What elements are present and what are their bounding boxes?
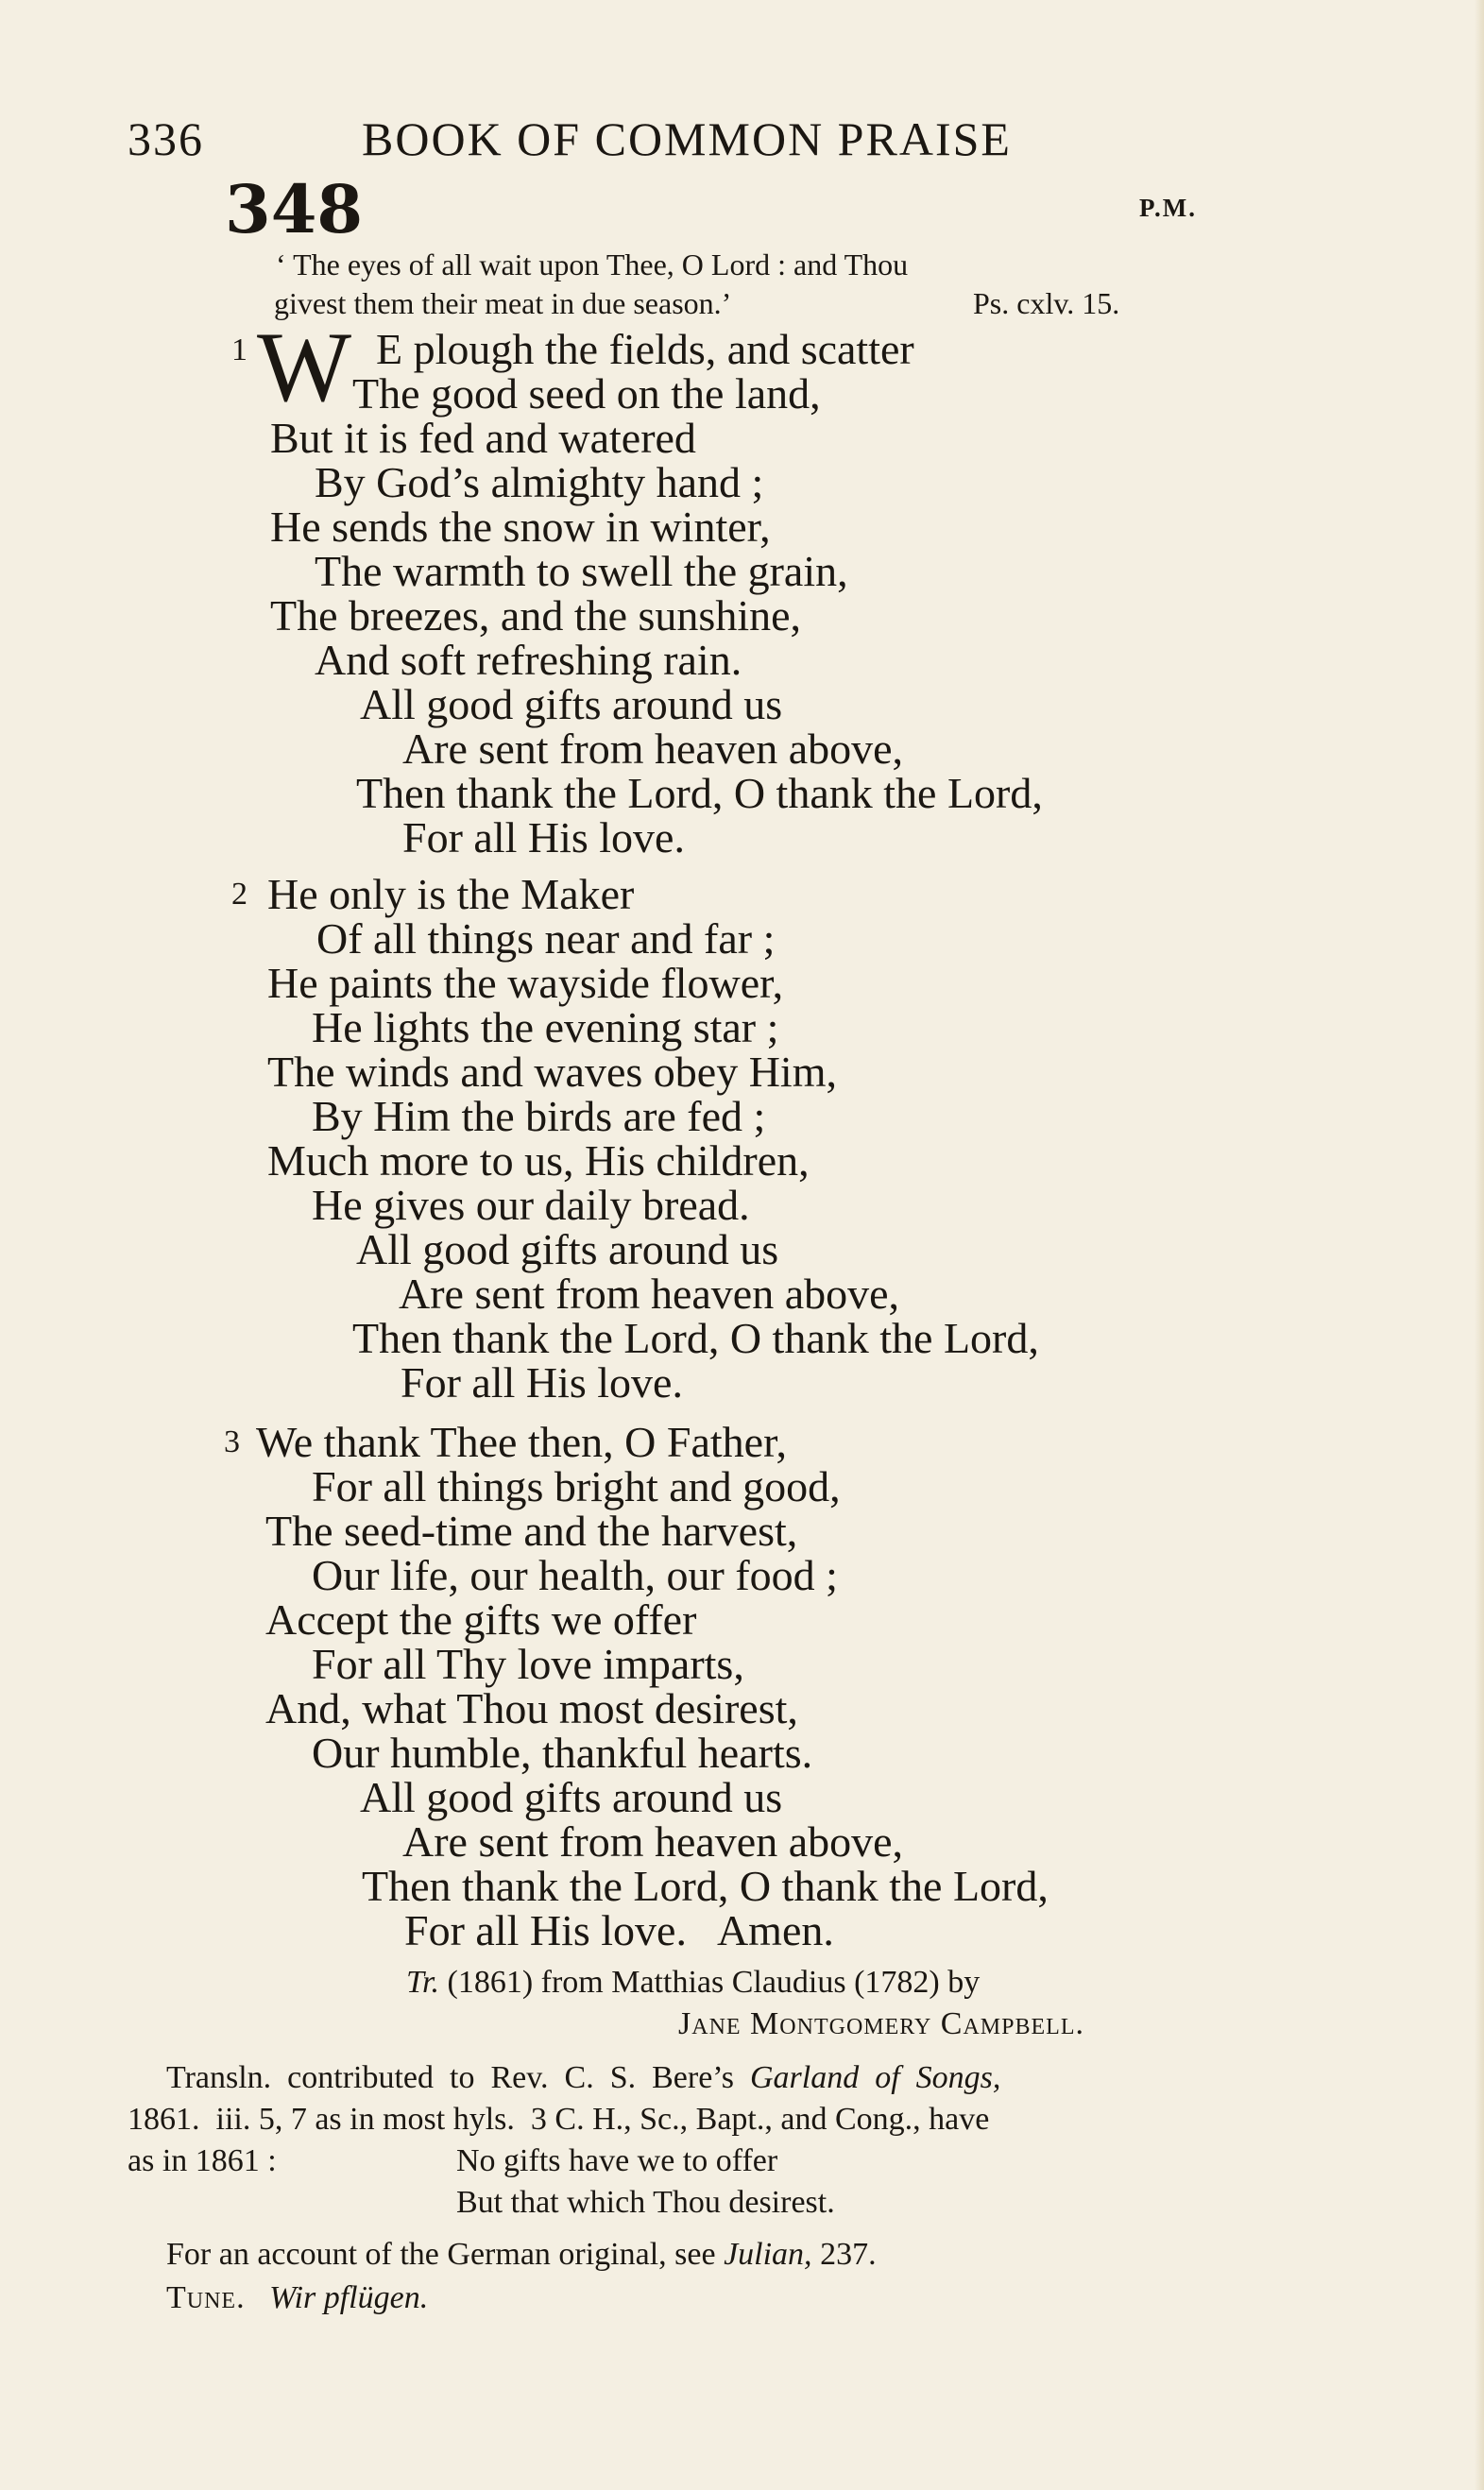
stanza-number: 2 [231, 877, 247, 912]
notes-line: For an account of the German original, see Julian, 237. [166, 2237, 877, 2272]
refrain-line: All good gifts around us [360, 680, 783, 728]
verse-line: Much more to us, His children, [267, 1136, 810, 1185]
attribution-line [406, 1965, 980, 2001]
tune-label: Tune. [166, 2280, 246, 2315]
verse-line: The winds and waves obey Him, [267, 1048, 837, 1096]
refrain-line: Are sent from heaven above, [402, 1817, 904, 1866]
tune-name: Wir pflügen. [269, 2280, 429, 2315]
hymn-meter: P.M. [1139, 194, 1197, 222]
hymn-number: 348 [225, 170, 364, 248]
refrain-line: Then thank the Lord, O thank the Lord, [356, 769, 1043, 817]
verse-line: The seed-time and the harvest, [265, 1507, 798, 1555]
epigraph-line-2: givest them their meat in due season.’ [274, 286, 732, 320]
verse-line: The breezes, and the sunshine, [270, 591, 802, 640]
verse-line: For all Thy love imparts, [312, 1640, 744, 1688]
verse-line: He lights the evening star ; [312, 1003, 779, 1051]
notes-line: But that which Thou desirest. [456, 2185, 835, 2220]
verse-line: He gives our daily bread. [312, 1181, 750, 1229]
refrain-line: For all His love. [401, 1358, 683, 1407]
epigraph-reference: Ps. cxlv. 15. [973, 286, 1120, 320]
verse-line: By God’s almighty hand ; [315, 458, 764, 506]
running-title: BOOK OF COMMON PRAISE [362, 112, 1012, 165]
refrain-line: Are sent from heaven above, [402, 725, 904, 773]
drop-cap: W [257, 312, 352, 422]
notes-line: 1861. iii. 5, 7 as in most hyls. 3 C. H., Sc., Bapt., and Cong., have [128, 2102, 990, 2137]
verse-line: By Him the birds are fed ; [312, 1092, 766, 1140]
refrain-line: All good gifts around us [360, 1773, 783, 1821]
tune-line [166, 2280, 428, 2316]
verse-line: The warmth to swell the grain, [315, 547, 848, 595]
verse-line: And, what Thou most desirest, [265, 1684, 798, 1732]
verse-line: We thank Thee then, O Father, [256, 1418, 788, 1466]
stanza-number: 3 [224, 1424, 240, 1459]
verse-line: For all things bright and good, [312, 1462, 841, 1510]
verse-line: And soft refreshing rain. [315, 636, 742, 684]
notes-line: No gifts have we to offer [456, 2143, 778, 2178]
refrain-line: Are sent from heaven above, [399, 1270, 900, 1318]
refrain-line: Then thank the Lord, O thank the Lord, [352, 1314, 1039, 1362]
verse-line: Accept the gifts we offer [265, 1595, 697, 1644]
verse-line: Our life, our health, our food ; [312, 1551, 838, 1599]
stanza-number: 1 [231, 333, 247, 367]
attribution-source: (1861) from Matthias Claudius (1782) by [447, 1965, 981, 2000]
page-number: 336 [128, 112, 204, 165]
notes-line: Transln. contributed to Rev. C. S. Bere’s Garland of Songs, [166, 2060, 1001, 2095]
refrain-line: For all His love. [402, 813, 685, 861]
refrain-line: For all His love. Amen. [404, 1906, 834, 1954]
notes-line: as in 1861 : [128, 2143, 277, 2178]
verse-line: E plough the fields, and scatter [376, 325, 914, 373]
epigraph-line-1: ‘ The eyes of all wait upon Thee, O Lord : and Thou [276, 247, 909, 281]
page-edge [1475, 0, 1484, 2490]
verse-line: Of all things near and far ; [316, 914, 776, 963]
refrain-line: All good gifts around us [356, 1225, 779, 1273]
verse-line: He only is the Maker [267, 870, 635, 918]
verse-line: He paints the wayside flower, [267, 959, 784, 1007]
verse-line: But it is fed and watered [270, 414, 696, 462]
author-name: Jane Montgomery Campbell. [678, 2006, 1084, 2041]
verse-line: The good seed on the land, [352, 369, 821, 418]
verse-line: Our humble, thankful hearts. [312, 1729, 813, 1777]
refrain-line: Then thank the Lord, O thank the Lord, [362, 1862, 1049, 1910]
verse-line: He sends the snow in winter, [270, 503, 771, 551]
translation-label: Tr. [406, 1965, 439, 2000]
